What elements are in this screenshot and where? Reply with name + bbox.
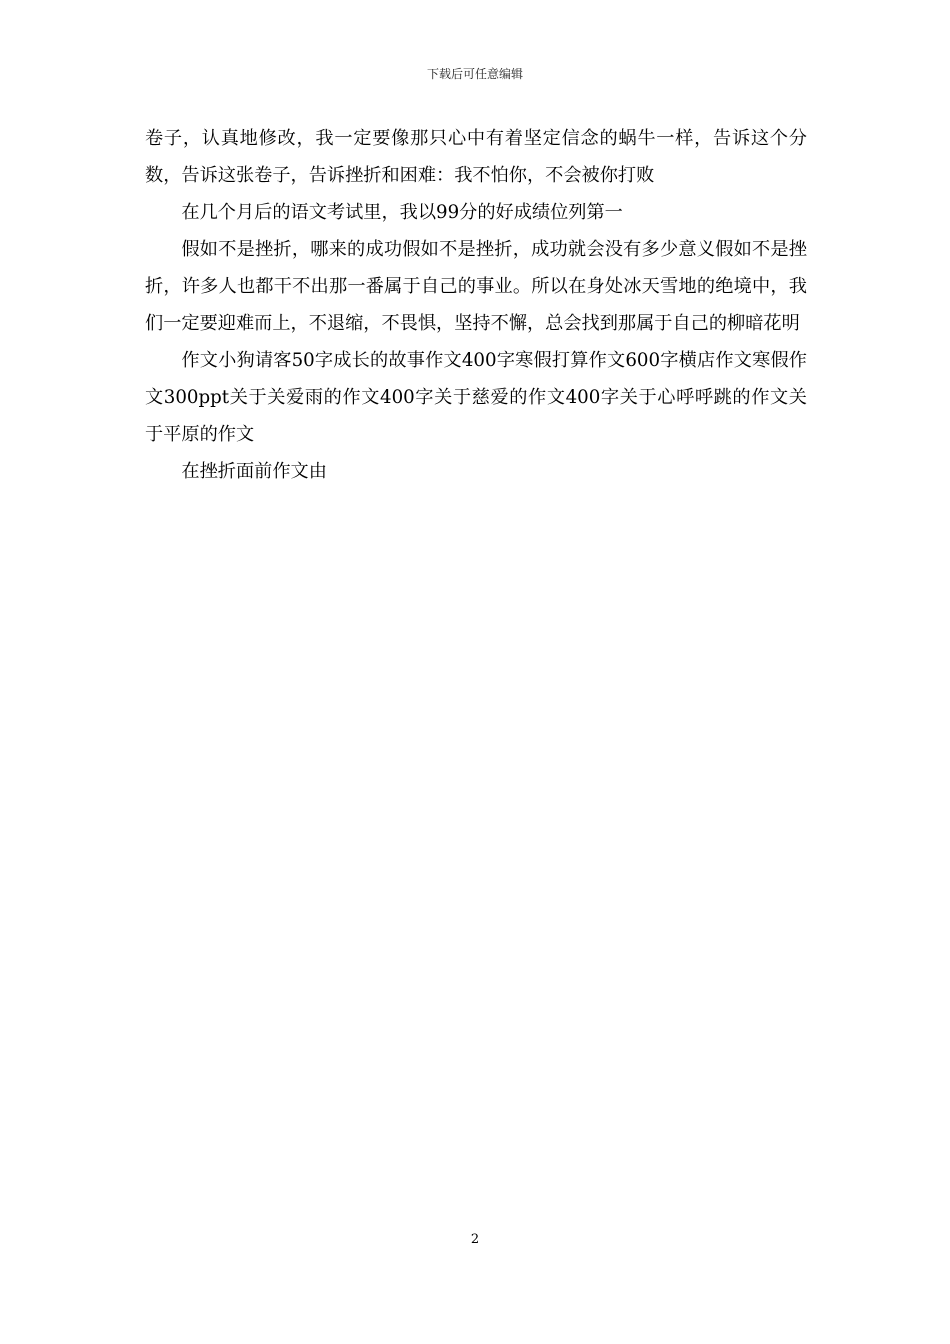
paragraph-source: 在挫折面前作文由 [181, 461, 327, 482]
document-body [145, 120, 807, 490]
page-header: 下载后可任意编辑 [426, 67, 523, 81]
paragraph-related-essays: 作文小狗请客50字成长的故事作文400字寒假打算作文600字横店作文寒假作文300ppt关于关爱雨的作文400字关于慈爱的作文400字关于心呼呼跳的作文关于平原的作文 [145, 350, 807, 445]
paragraph-exam-result: 在几个月后的语文考试里，我以99分的好成绩位列第一 [181, 202, 623, 223]
paragraph-continuation: 卷子，认真地修改，我一定要像那只心中有着坚定信念的蜗牛一样，告诉这个分数，告诉这张卷子，告诉挫折和困难：我不怕你，不会被你打败 [145, 128, 807, 186]
paragraph-conclusion: 假如不是挫折，哪来的成功假如不是挫折，成功就会没有多少意义假如不是挫折，许多人也都干不出那一番属于自己的事业。所以在身处冰天雪地的绝境中，我们一定要迎难而上，不退缩，不畏惧，坚持不懈，总会找到那属于自己的柳暗花明 [145, 239, 807, 334]
page-number: 2 [470, 1232, 480, 1247]
